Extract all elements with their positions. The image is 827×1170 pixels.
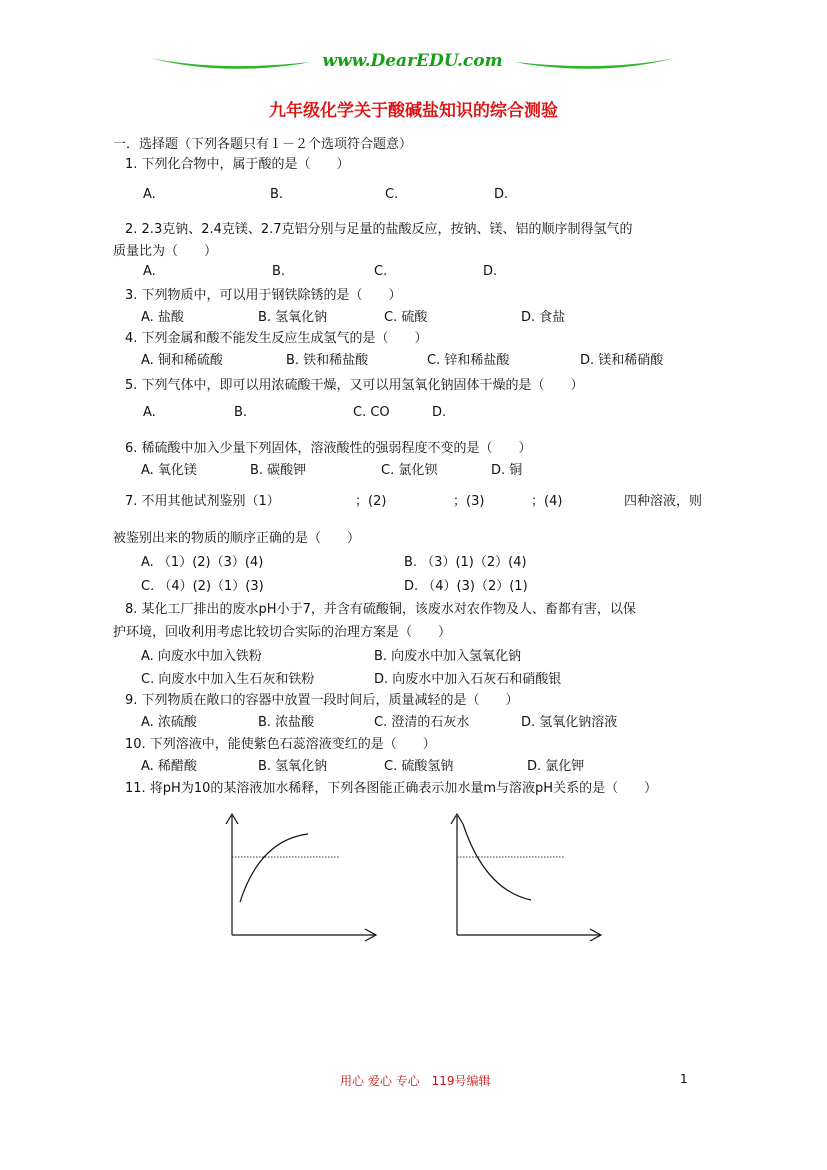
q1-stem: 1. 下列化合物中，属于酸的是（ ）	[125, 157, 350, 172]
footer-text: 用心 爱心 专心 119号编辑	[340, 1074, 491, 1088]
q10-stem: 10. 下列溶液中，能使紫色石蕊溶液变红的是（ ）	[125, 737, 436, 752]
q2-stem: 2. 2.3克钠、2.4克镁、2.7克铝分别与足量的盐酸反应，按钠、镁、铝的顺序制得氢气的	[125, 222, 633, 237]
q7-option-c: C. （4）(2)（1）(3)	[141, 579, 264, 594]
q10-option-c: C. 硫酸氢钠	[384, 759, 454, 774]
q9-option-c: C. 澄清的石灰水	[374, 715, 470, 730]
q9-option-d: D. 氢氧化钠溶液	[521, 715, 618, 730]
q1-option-b: B.	[270, 187, 284, 202]
q2-option-b: B.	[272, 264, 286, 279]
q3-option-d: D. 食盐	[521, 310, 566, 325]
q10-option-d: D. 氯化钾	[527, 759, 585, 774]
q4-option-a: A. 铜和稀硫酸	[141, 353, 223, 368]
q2-option-c: C.	[374, 264, 388, 279]
q4-option-c: C. 锌和稀盐酸	[427, 353, 510, 368]
q7-stem: 7. 不用其他试剂鉴别（1）	[125, 494, 280, 509]
q7-option-d: D. （4）(3)（2）(1)	[404, 579, 528, 594]
q9-option-b: B. 浓盐酸	[258, 715, 315, 730]
q6-option-a: A. 氧化镁	[141, 463, 197, 478]
q9-stem: 9. 下列物质在敞口的容器中放置一段时间后，质量减轻的是（ ）	[125, 693, 519, 708]
q4-option-b: B. 铁和稀盐酸	[286, 353, 369, 368]
q11-graph-1	[220, 810, 385, 945]
section-heading: 一．选择题（下列各题只有１－２个选项符合题意）	[113, 137, 413, 152]
q6-option-d: D. 铜	[491, 463, 523, 478]
q11-graph-2	[445, 810, 610, 945]
q8-option-d: D. 向废水中加入石灰石和硝酸银	[374, 672, 562, 687]
q7-part-3: ；(3)	[453, 494, 485, 509]
page-number: 1	[680, 1072, 688, 1086]
q1-option-a: A.	[143, 187, 156, 202]
q2-option-a: A.	[143, 264, 156, 279]
site-name: www.DearEDU.com	[322, 51, 503, 71]
q3-option-a: A. 盐酸	[141, 310, 184, 325]
site-header	[150, 50, 675, 76]
q10-option-b: B. 氢氧化钠	[258, 759, 328, 774]
q2-stem-cont: 质量比为（ ）	[113, 244, 218, 259]
q7-stem-tail: 四种溶液，则	[624, 494, 703, 509]
q3-option-b: B. 氢氧化钠	[258, 310, 328, 325]
page-title: 九年级化学关于酸碱盐知识的综合测验	[269, 101, 558, 121]
q7-part-2: ；(2)	[355, 494, 387, 509]
q4-option-d: D. 镁和稀硝酸	[580, 353, 664, 368]
q6-option-b: B. 碳酸钾	[250, 463, 307, 478]
q11-stem: 11. 将pH为10的某溶液加水稀释，下列各图能正确表示加水量m与溶液pH关系的是（ ）	[125, 781, 658, 796]
q7-part-4: ；(4)	[531, 494, 563, 509]
q1-option-d: D.	[494, 187, 509, 202]
q7-option-a: A. （1）(2)（3）(4)	[141, 555, 264, 570]
q5-option-b: B.	[234, 405, 248, 420]
q3-option-c: C. 硫酸	[384, 310, 428, 325]
q8-stem-cont: 护环境，回收利用考虑比较切合实际的治理方案是（ ）	[113, 625, 452, 640]
q10-option-a: A. 稀醋酸	[141, 759, 197, 774]
q5-option-c: C. CO	[353, 405, 390, 420]
q4-stem: 4. 下列金属和酸不能发生反应生成氢气的是（ ）	[125, 331, 428, 346]
q7-option-b: B. （3）(1)（2）(4)	[404, 555, 527, 570]
q8-option-a: A. 向废水中加入铁粉	[141, 649, 262, 664]
q8-option-c: C. 向废水中加入生石灰和铁粉	[141, 672, 315, 687]
q6-stem: 6. 稀硫酸中加入少量下列固体，溶液酸性的强弱程度不变的是（ ）	[125, 441, 532, 456]
q1-option-c: C.	[385, 187, 399, 202]
q6-option-c: C. 氯化钡	[381, 463, 438, 478]
q5-stem: 5. 下列气体中，即可以用浓硫酸干燥，又可以用氢氧化钠固体干燥的是（ ）	[125, 378, 584, 393]
q8-option-b: B. 向废水中加入氢氧化钠	[374, 649, 522, 664]
q3-stem: 3. 下列物质中，可以用于钢铁除锈的是（ ）	[125, 288, 402, 303]
q5-option-a: A.	[143, 405, 156, 420]
q9-option-a: A. 浓硫酸	[141, 715, 197, 730]
q2-option-d: D.	[483, 264, 498, 279]
q7-stem-cont: 被鉴别出来的物质的顺序正确的是（ ）	[113, 531, 361, 546]
q8-stem: 8. 某化工厂排出的废水pH小于7，并含有硫酸铜，该废水对农作物及人、畜都有害，以保	[125, 602, 636, 617]
q5-option-d: D.	[432, 405, 447, 420]
